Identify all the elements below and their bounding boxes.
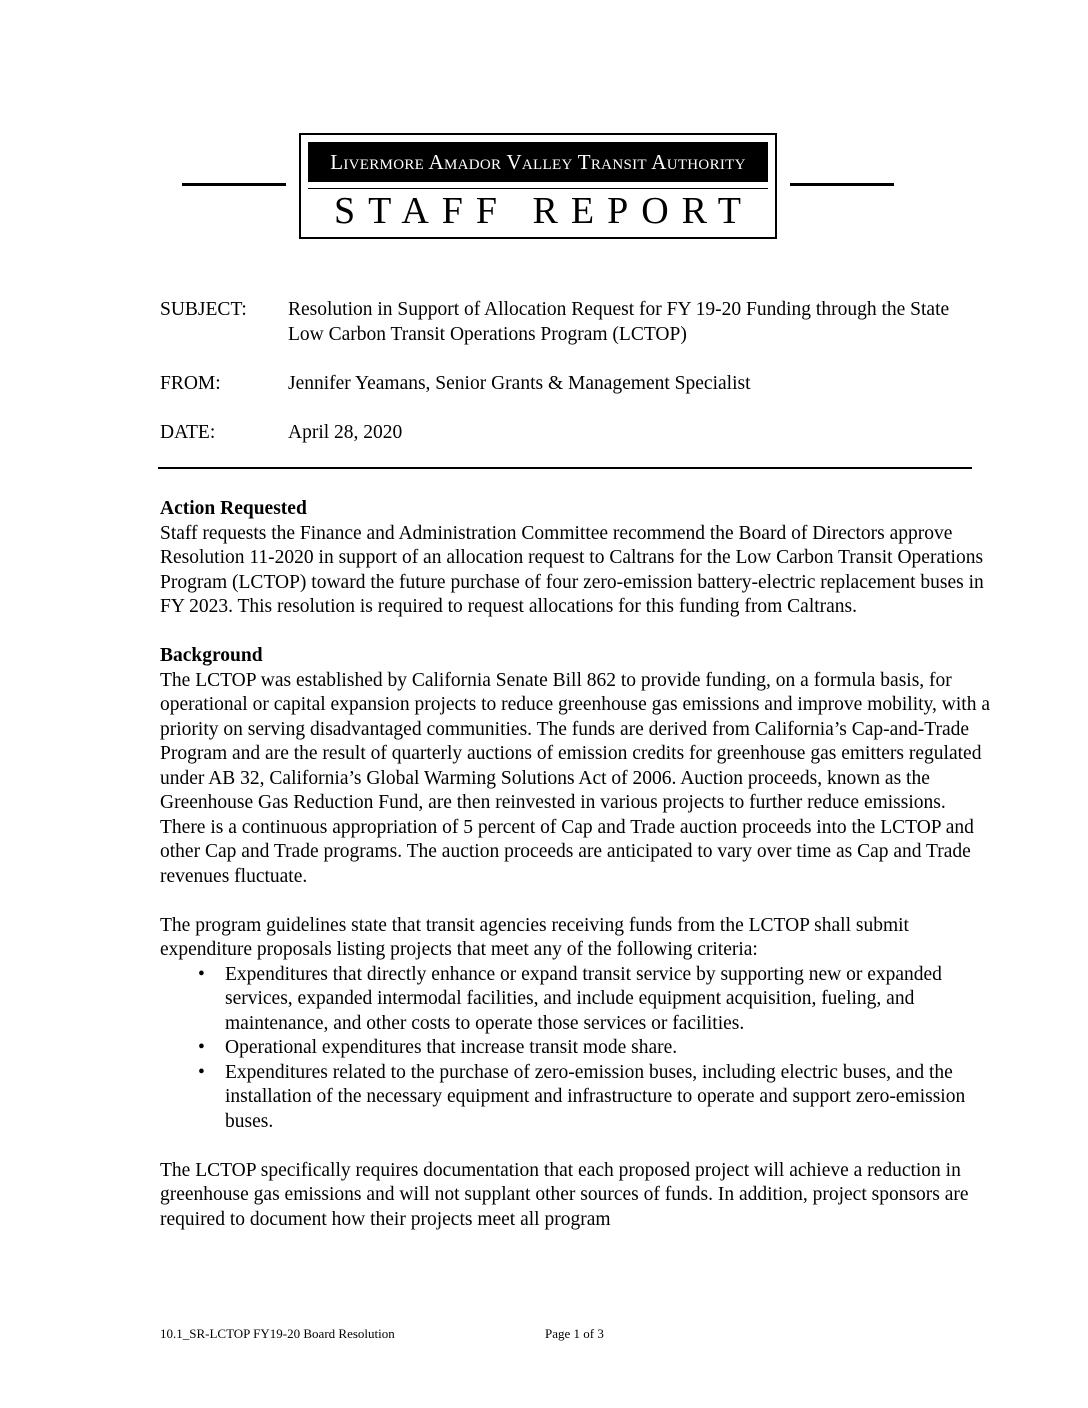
background-text: The LCTOP was established by California Senate Bill 862 to provide funding, on a formula basis, for operational or capital expansion projects to reduce greenhouse gas emissions and improve mobility, with a priority on serving disadvantaged communities. The funds are derived from California’s Cap-and-Trade Program and are the result of quarterly auctions of emission credits for greenhouse gas emitters regulated under AB 32, California’s Global Warming Solutions Act of 2006. Auction proceeds, known as the Greenhouse Gas Reduction Fund, are then reinvested in various projects to further reduce emissions. There is a continuous appropriation of 5 percent of Cap and Trade auction proceeds into the LCTOP and other Cap and Trade programs. The auction proceeds are anticipated to vary over time as Cap and Trade revenues fluctuate.	[160, 669, 990, 887]
criteria-text: Expenditures that directly enhance or expand transit service by supporting new or expanded services, expanded intermodal facilities, and include equipment acquisition, fueling, and maintenance, and other costs to operate those services or facilities.	[225, 963, 942, 1034]
footer-file-name: 10.1_SR-LCTOP FY19-20 Board Resolution	[160, 1326, 395, 1341]
bullet-icon: •	[198, 963, 205, 985]
masthead-rule-right	[790, 183, 894, 186]
bullet-icon: •	[198, 1037, 205, 1058]
subject-label: SUBJECT:	[160, 299, 247, 320]
from-field	[160, 371, 988, 396]
action-requested-text: Staff requests the Finance and Administration Committee recommend the Board of Directors approve Resolution 11-2020 in support of an allocation request to Caltrans for the Low Carbon Transit Operations Program (LCTOP) toward the future purchase of four zero-emission battery-electric replacement buses in FY 2023. This resolution is required to request allocations for this funding from Caltrans.	[160, 522, 984, 617]
footer-page-number: Page 1 of 3	[545, 1326, 604, 1341]
staff-report-title: STAFF REPORT	[308, 188, 768, 232]
date-value: April 28, 2020	[288, 422, 403, 443]
background-heading: Background	[160, 645, 263, 666]
header-divider	[158, 467, 972, 469]
from-label: FROM:	[160, 373, 221, 394]
date-label: DATE:	[160, 422, 216, 443]
action-requested-heading: Action Requested	[160, 498, 307, 519]
masthead-rule-left	[182, 183, 286, 186]
subject-value: Resolution in Support of Allocation Request for FY 19-20 Funding through the State Low Carbon Transit Operations Program (LCTOP)	[288, 299, 950, 345]
list-item	[160, 1061, 990, 1135]
criteria-text: Expenditures related to the purchase of zero-emission buses, including electric buses, and the installation of the necessary equipment and infrastructure to operate and support zero-emission buses.	[225, 1061, 966, 1132]
requirements-text: The LCTOP specifically requires documentation that each proposed project will achieve a reduction in greenhouse gas emissions and will not supplant other sources of funds. In addition, project sponsors are required to document how their projects meet all program	[160, 1159, 969, 1230]
agency-name: Livermore Amador Valley Transit Authority	[308, 142, 768, 182]
list-item	[160, 1036, 990, 1061]
from-value: Jennifer Yeamans, Senior Grants & Management Specialist	[288, 373, 751, 394]
guidelines-text: The program guidelines state that transit agencies receiving funds from the LCTOP shall submit expenditure proposals listing projects that meet any of the following criteria:	[160, 914, 909, 960]
date-field	[160, 420, 988, 445]
bullet-icon: •	[198, 1061, 205, 1083]
subject-field	[160, 297, 988, 347]
masthead-logo	[299, 133, 777, 239]
criteria-list	[160, 963, 990, 1135]
list-item	[160, 963, 990, 1037]
criteria-text: Operational expenditures that increase transit mode share.	[225, 1037, 678, 1058]
report-body	[160, 497, 990, 1232]
